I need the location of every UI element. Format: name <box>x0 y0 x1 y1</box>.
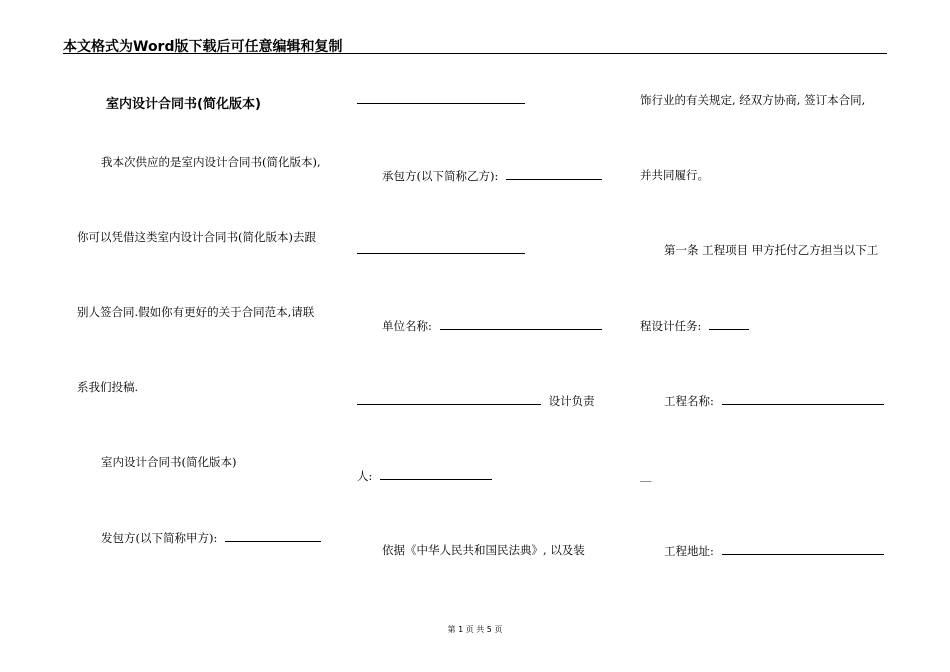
paragraph-intro-1: 我本次供应的是室内设计合同书(简化版本), <box>101 155 321 169</box>
legal-basis-paragraph: 依据《中华人民共和国民法典》, 以及装 <box>382 543 585 557</box>
party-a-label: 发包方(以下简称甲方): <box>101 531 218 545</box>
project-name-blank <box>722 393 884 405</box>
paragraph-intro-2: 你可以凭借这类室内设计合同书(简化版本)去跟 <box>77 230 316 244</box>
design-task-label: 程设计任务: <box>640 319 702 333</box>
document-header: 本文格式为Word版下载后可任意编辑和复制 <box>63 39 343 55</box>
design-task-row <box>640 318 749 333</box>
paragraph-intro-3: 别人签合同.假如你有更好的关于合同范本,请联 <box>77 305 315 319</box>
paragraph-intro-4: 系我们投稿. <box>77 380 139 394</box>
party-b-blank <box>506 168 602 180</box>
designer-row <box>357 393 595 408</box>
blank-line <box>357 103 525 104</box>
designer-row-2 <box>357 468 492 483</box>
designer-blank <box>357 393 541 405</box>
project-address-row <box>664 543 884 558</box>
party-a-blank <box>225 530 321 542</box>
designer-label-part1: 设计负责 <box>548 394 595 408</box>
page-number: 第 1 页 共 5 页 <box>447 625 503 634</box>
party-a-row <box>101 530 321 545</box>
article-one-heading: 第一条 工程项目 甲方托付乙方担当以下工 <box>664 243 879 257</box>
project-address-blank <box>722 543 884 555</box>
party-b-label: 承包方(以下简称乙方): <box>382 169 499 183</box>
project-name-row <box>664 393 884 408</box>
designer-label-part2: 人: <box>357 469 373 483</box>
blank-line <box>357 253 525 254</box>
party-b-row <box>382 168 602 183</box>
underscore-text: __ <box>640 468 652 482</box>
designer-name-blank <box>380 468 492 480</box>
document-title: 室内设计合同书(简化版本) <box>106 97 261 112</box>
company-name-blank <box>440 318 602 330</box>
agreement-paragraph-1: 饰行业的有关规定, 经双方协商, 签订本合同, <box>640 93 866 107</box>
design-task-blank <box>709 318 749 330</box>
company-name-row <box>382 318 602 333</box>
company-name-label: 单位名称: <box>382 319 432 333</box>
project-name-label: 工程名称: <box>664 394 714 408</box>
agreement-paragraph-2: 并共同履行。 <box>640 168 709 182</box>
header-divider <box>63 53 887 54</box>
project-address-label: 工程地址: <box>664 544 714 558</box>
subtitle: 室内设计合同书(简化版本) <box>101 455 237 469</box>
